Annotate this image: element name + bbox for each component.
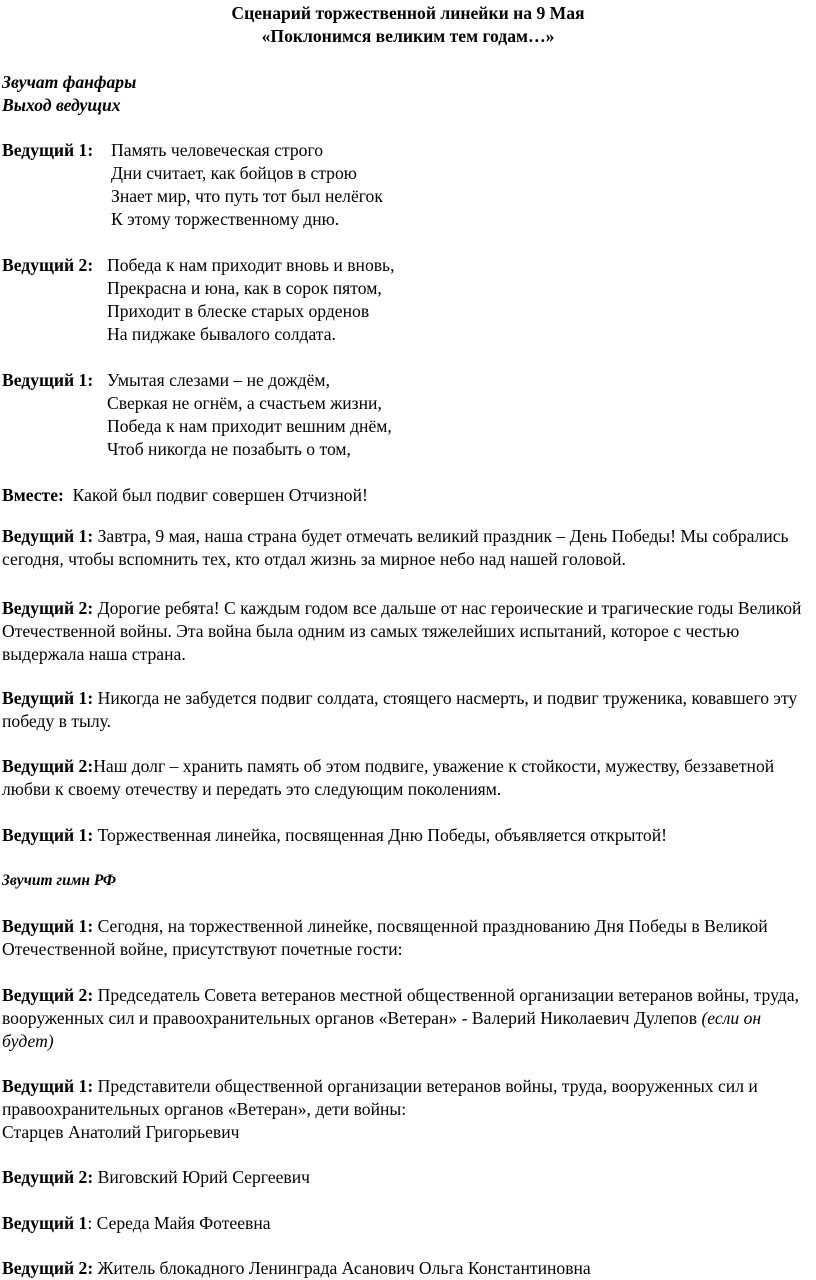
poem-line: К этому торжественному дню. (111, 209, 340, 229)
speaker-label: Ведущий 1: (2, 688, 94, 708)
paragraph-3 (2, 687, 802, 733)
speaker-label: Вместе: (2, 485, 64, 505)
speaker-label: Ведущий 2: (2, 1258, 94, 1278)
speaker-label: Ведущий 1: (2, 1076, 94, 1096)
paragraph-6 (2, 915, 802, 961)
paragraph-4 (2, 755, 802, 801)
stage-direction-anthem: Звучит гимн РФ (2, 872, 117, 889)
poem-line: Знает мир, что путь тот был нелёгок (111, 186, 383, 206)
paragraph-text: Председатель Совета ветеранов местной общественной организации ветеранов войны, труда, вооруженных сил и правоохранительных органов «Ветеран» - Валерий Николаевич Дулепов (2, 985, 799, 1028)
speaker-label: Ведущий 2: (2, 756, 94, 776)
paragraph-8 (2, 1075, 802, 1144)
speaker-label: Ведущий 2: (2, 985, 94, 1005)
speaker-label: Ведущий 2: (2, 598, 94, 618)
speaker-label: Ведущий 2: (2, 255, 94, 275)
together-text: Какой был подвиг совершен Отчизной! (72, 485, 368, 505)
paragraph-text: Никогда не забудется подвиг солдата, стоящего насмерть, и подвиг труженика, ковавшего эту победу в тылу. (2, 688, 798, 731)
poem-line: Чтоб никогда не позабыть о том, (107, 439, 351, 459)
paragraph-text: Завтра, 9 мая, наша страна будет отмечать великий праздник – День Победы! Мы собрались сегодня, чтобы вспомнить тех, кто отдал жизнь за мирное небо над нашей головой. (2, 526, 789, 569)
paragraph-text: Наш долг – хранить память об этом подвиге, уважение к стойкости, мужеству, беззаветной любви к своему отечеству и передать это следующим поколениям. (2, 756, 775, 799)
paragraph-text: Сегодня, на торжественной линейке, посвященной празднованию Дня Победы в Великой Отечественной войне, присутствуют почетные гости: (2, 916, 768, 959)
poem-line: Умытая слезами – не дождём, (107, 370, 330, 390)
paragraph-5 (2, 824, 802, 847)
poem-line: Дни считает, как бойцов в строю (111, 163, 357, 183)
speaker-label: Ведущий 2: (2, 1167, 94, 1187)
together-line (2, 484, 368, 507)
poem-line: Сверкая не огнём, а счастьем жизни, (107, 393, 382, 413)
paragraph-text: Торжественная линейка, посвященная Дню Победы, объявляется открытой! (97, 825, 668, 845)
poem-line: Победа к нам приходит вновь и вновь, (107, 255, 395, 275)
paragraph-10 (2, 1212, 271, 1235)
poem-line: Прекрасна и юна, как в сорок пятом, (107, 278, 382, 298)
page-title: Сценарий торжественной линейки на 9 Мая (231, 3, 585, 23)
poem-line: Победа к нам приходит вешним днём, (107, 416, 392, 436)
paragraph-text: Житель блокадного Ленинграда Асанович Ольга Константиновна (97, 1258, 591, 1278)
paragraph-text: Представители общественной организации ветеранов войны, труда, вооруженных сил и правоохранительных органов «Ветеран», дети войны: (2, 1076, 758, 1119)
poem-line: Приходит в блеске старых орденов (107, 301, 370, 321)
paragraph-text: Виговский Юрий Сергеевич (97, 1167, 310, 1187)
paragraph-2 (2, 597, 802, 666)
speaker-label: Ведущий 1: (2, 916, 94, 936)
poem-line: Память человеческая строго (111, 140, 324, 160)
poem-line: На пиджаке бывалого солдата. (107, 324, 336, 344)
speaker-label: Ведущий 1: (2, 370, 94, 390)
paragraph-9 (2, 1166, 310, 1189)
speaker-label: Ведущий 1: (2, 825, 94, 845)
paragraph-text: : Середа Майя Фотеевна (87, 1213, 271, 1233)
paragraph-11 (2, 1257, 591, 1280)
page-subtitle: «Поклонимся великим тем годам…» (261, 26, 555, 46)
speaker-label: Ведущий 1: (2, 140, 94, 160)
speaker-label: Ведущий 1: (2, 526, 94, 546)
paragraph-text: Дорогие ребята! С каждым годом все дальше от нас героические и трагические годы Великой Отечественной войны. Эта война была одним из самых тяжелейших испытаний, которое с честью выдержала наша страна. (2, 598, 802, 664)
speaker-label: Ведущий 1 (2, 1213, 88, 1233)
guest-name: Старцев Анатолий Григорьевич (2, 1122, 240, 1142)
stage-direction-hosts-enter: Выход ведущих (2, 95, 121, 115)
paragraph-1 (2, 525, 802, 571)
stage-direction-fanfare: Звучат фанфары (2, 72, 137, 92)
paragraph-7 (2, 984, 802, 1053)
paragraph-note: (если он будет) (2, 1008, 762, 1051)
